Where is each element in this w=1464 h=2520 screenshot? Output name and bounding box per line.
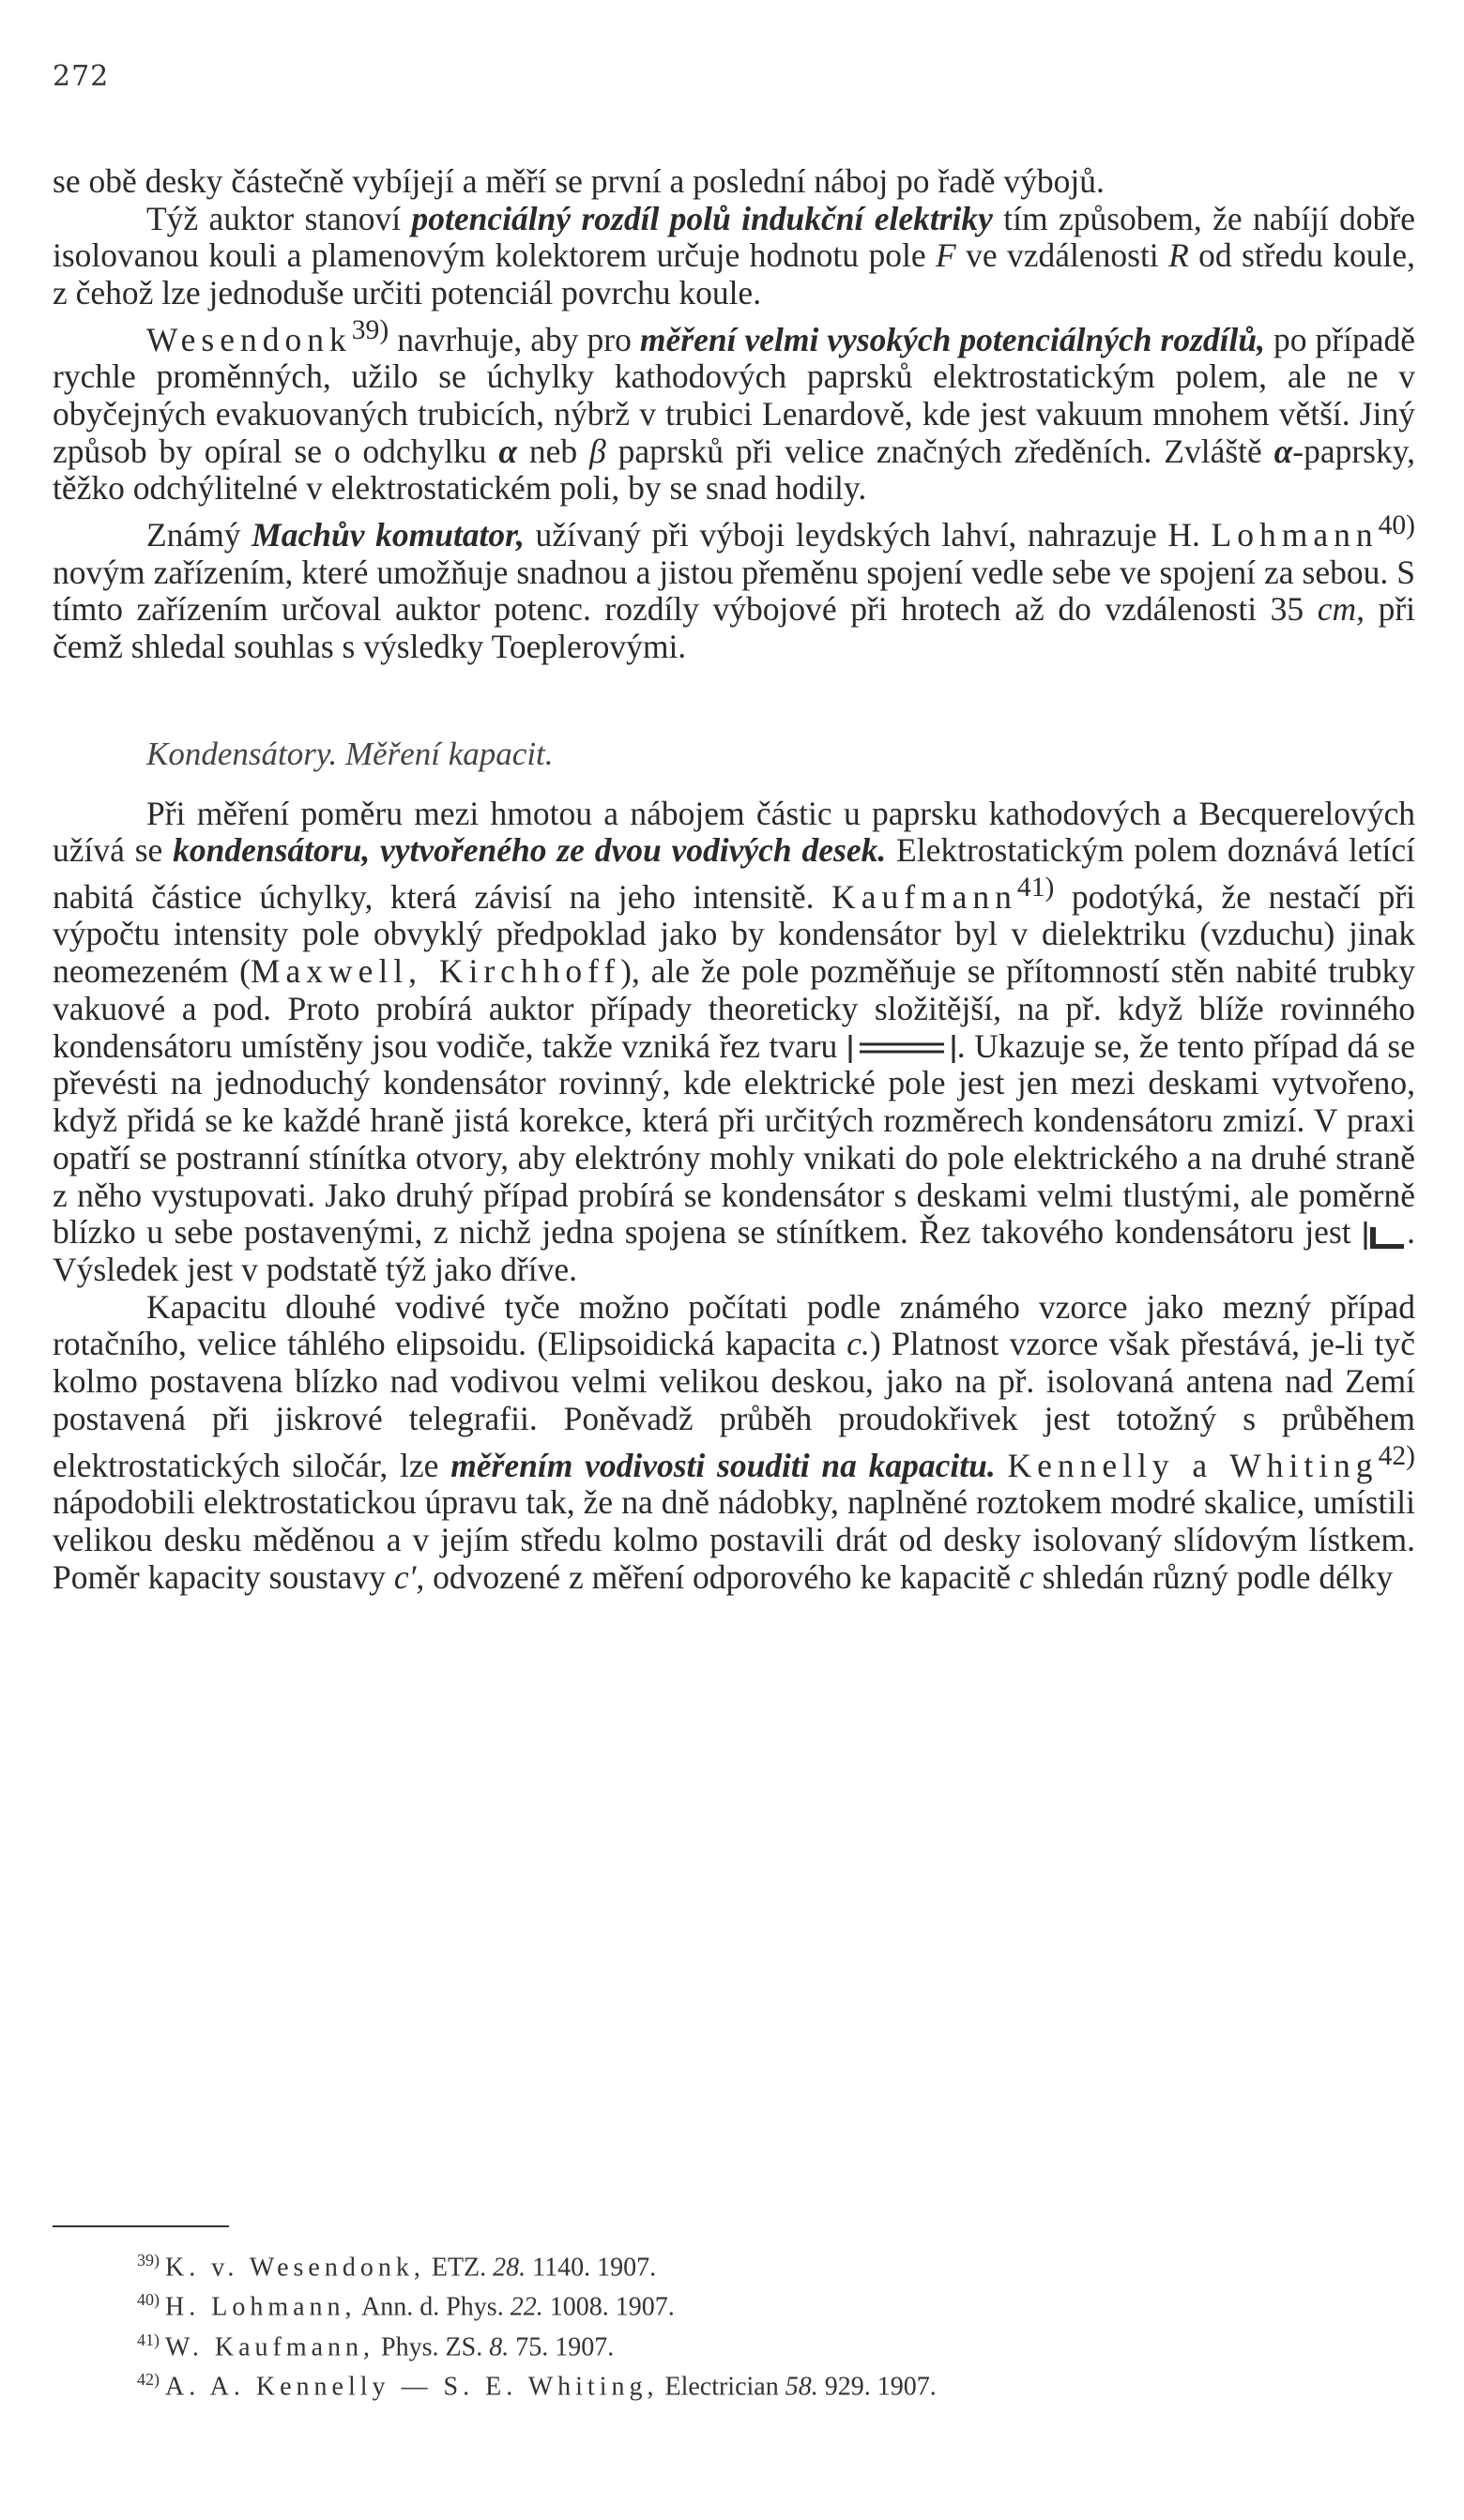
footnote-ref: 41) (1016, 872, 1055, 903)
footnote-ref: 42) (1378, 1440, 1415, 1471)
footnote-40: $^{40)}$ H. Lohmann, Ann. d. Phys. 22. 1008. 1907. (137, 2290, 675, 2322)
footnotes (137, 2244, 1413, 2403)
paragraph-3: Wesendonk$^{39)}$ navrhuje, aby pro měření velmi vysokých potenciálných rozdílů, po případě rychle proměnných, užilo se úchylky kathodových paprsků elektrostatickým polem, ale ne v obyčejných evakuovaných trubicích, nýbrž v trubici Lenardově, kde jest vakuum mnohem větší. Jiný způsob by opíral se o odchylku α neb β paprsků při velice značných zředěních. Zvláště α-paprsky, těžko odchýlitelné v elektrostatickém poli, by se snad hodily. (53, 314, 1416, 508)
section-heading: Kondensátory. Měření kapacit. (146, 735, 554, 772)
author-names: Maxwell, Kirchhoff (250, 952, 621, 991)
section-shape-icon (846, 1033, 957, 1065)
paragraph-2: Týž auktor stanoví potenciálný rozdíl polů indukční elektriky tím způsobem, že nabíjí dobře isolovanou kouli a plamenovým kolektorem určuje hodnotu pole F ve vzdálenosti R od středu koule, z čehož lze jednoduše určiti potenciál povrchu koule. (53, 199, 1416, 312)
thick-plate-shape-icon (1362, 1220, 1407, 1252)
footnote-ref: 39) (351, 314, 389, 345)
emphasis-term: Machův komutator, (252, 515, 525, 554)
paragraph-6: Kapacitu dlouhé vodivé tyče možno počítati podle známého vzorce jako mezný případ rotačního, velice táhlého elipsoidu. (Elipsoidická kapacita c.) Platnost vzorce však přestává, je-li tyč kolmo postavena blízko nad vodivou velmi velikou deskou, jako na př. isolovaná antena nad Zemí postavená při jiskrové telegrafii. Poněvadž průběh proudokřivek jest totožný s průběhem elektrostatických siločár, lze měřením vodivosti souditi na kapacitu. Kennelly a Whiting$^{42)}$ nápodobili elektrostatickou úpravu tak, že na dně nádobky, naplněné roztokem modré skalice, umístili velikou desku měděnou a v jejím středu kolmo postavili drát od desky isolovaný slídovým lístkem. Poměr kapacity soustavy c′, odvozené z měření odporového ke kapacitě c shledán různý podle délky (53, 1287, 1416, 1596)
emphasis-term: kondensátoru, vytvořeného ze dvou vodivých desek. (173, 831, 887, 870)
author-name: Lohmann (1211, 515, 1379, 554)
paragraph-5: Při měření poměru mezi hmotou a nábojem částic u paprsku kathodových a Becquerelových užívá se kondensátoru, vytvořeného ze dvou vodivých desek. Elektrostatickým polem doznává letící nabitá částice úchylky, která závisí na jeho intensitě. Kaufmann$^{41)}$ podotýká, že nestačí při výpočtu intensity pole obvyklý předpoklad jako by kondensátor byl v dielektriku (vzduchu) jinak neomezeném (Maxwell, Kirchhoff), ale že pole pozměňuje se přítomností stěn nabité trubky vakuové a pod. Proto probírá auktor případy theoreticky složitější, na př. když blíže rovinného kondensátoru umístěny jsou vodiče, takže vzniká řez tvaru . Ukazuje se, že tento případ dá se převésti na jednoduchý kondensátor rovinný, kde elektrické pole jest jen mezi deskami vytvořeno, když přidá se ke každé hraně jistá korekce, která při určitých rozměrech kondensátoru zmizí. V praxi opatří se postranní stínítka otvory, aby elektróny mohly vnikati do pole elektrického a na druhé straně z něho vystupovati. Jako druhý případ probírá se kondensátor s deskami velmi tlustými, ale poměrně blízko u sebe postavenými, z nichž jedna spojena se stínítkem. Řez takového kondensátoru jest . Výsledek jest v podstatě týž jako dříve. (53, 794, 1416, 1289)
footnote-divider (53, 2225, 229, 2227)
footnote-39: $^{39)}$ K. v. Wesendonk, ETZ. 28. 1140. 1907. (137, 2251, 657, 2283)
symbol-F: F (935, 236, 956, 275)
author-name: Wesendonk (146, 320, 352, 358)
author-name: Kaufmann (831, 877, 1017, 916)
emphasis-term: měření velmi vysokých potenciálných rozdílů, (639, 320, 1266, 358)
symbol-R: R (1168, 236, 1189, 275)
emphasis-term: potenciálný rozdíl polů indukční elektriky (411, 199, 993, 237)
author-names: Kennelly a Whiting (1007, 1446, 1379, 1484)
body-text (53, 163, 1415, 1596)
paragraph-4: Známý Machův komutator, užívaný při výboji leydských lahví, nahrazuje H. Lohmann$^{40)}$ novým zařízením, které umožňuje snadnou a jistou přeměnu spojení vedle sebe ve spojení za sebou. S tímto zařízením určoval auktor potenc. rozdíly výbojové při hrotech až do vzdálenosti 35 cm, při čemž shledal souhlas s výsledky Toeplerovými. (53, 510, 1416, 666)
footnote-42: $^{42)}$ A. A. Kennelly — S. E. Whiting, Electrician 58. 929. 1907. (137, 2369, 937, 2402)
footnote-ref: 40) (1378, 510, 1416, 541)
paragraph-1: se obě desky částečně vybíjejí a měří se první a poslední náboj po řadě výbojů. (53, 162, 1105, 200)
emphasis-term: měřením vodivosti souditi na kapacitu. (450, 1446, 996, 1484)
page-number: 272 (53, 60, 110, 93)
footnote-41: $^{41)}$ W. Kaufmann, Phys. ZS. 8. 75. 1907. (137, 2330, 615, 2361)
